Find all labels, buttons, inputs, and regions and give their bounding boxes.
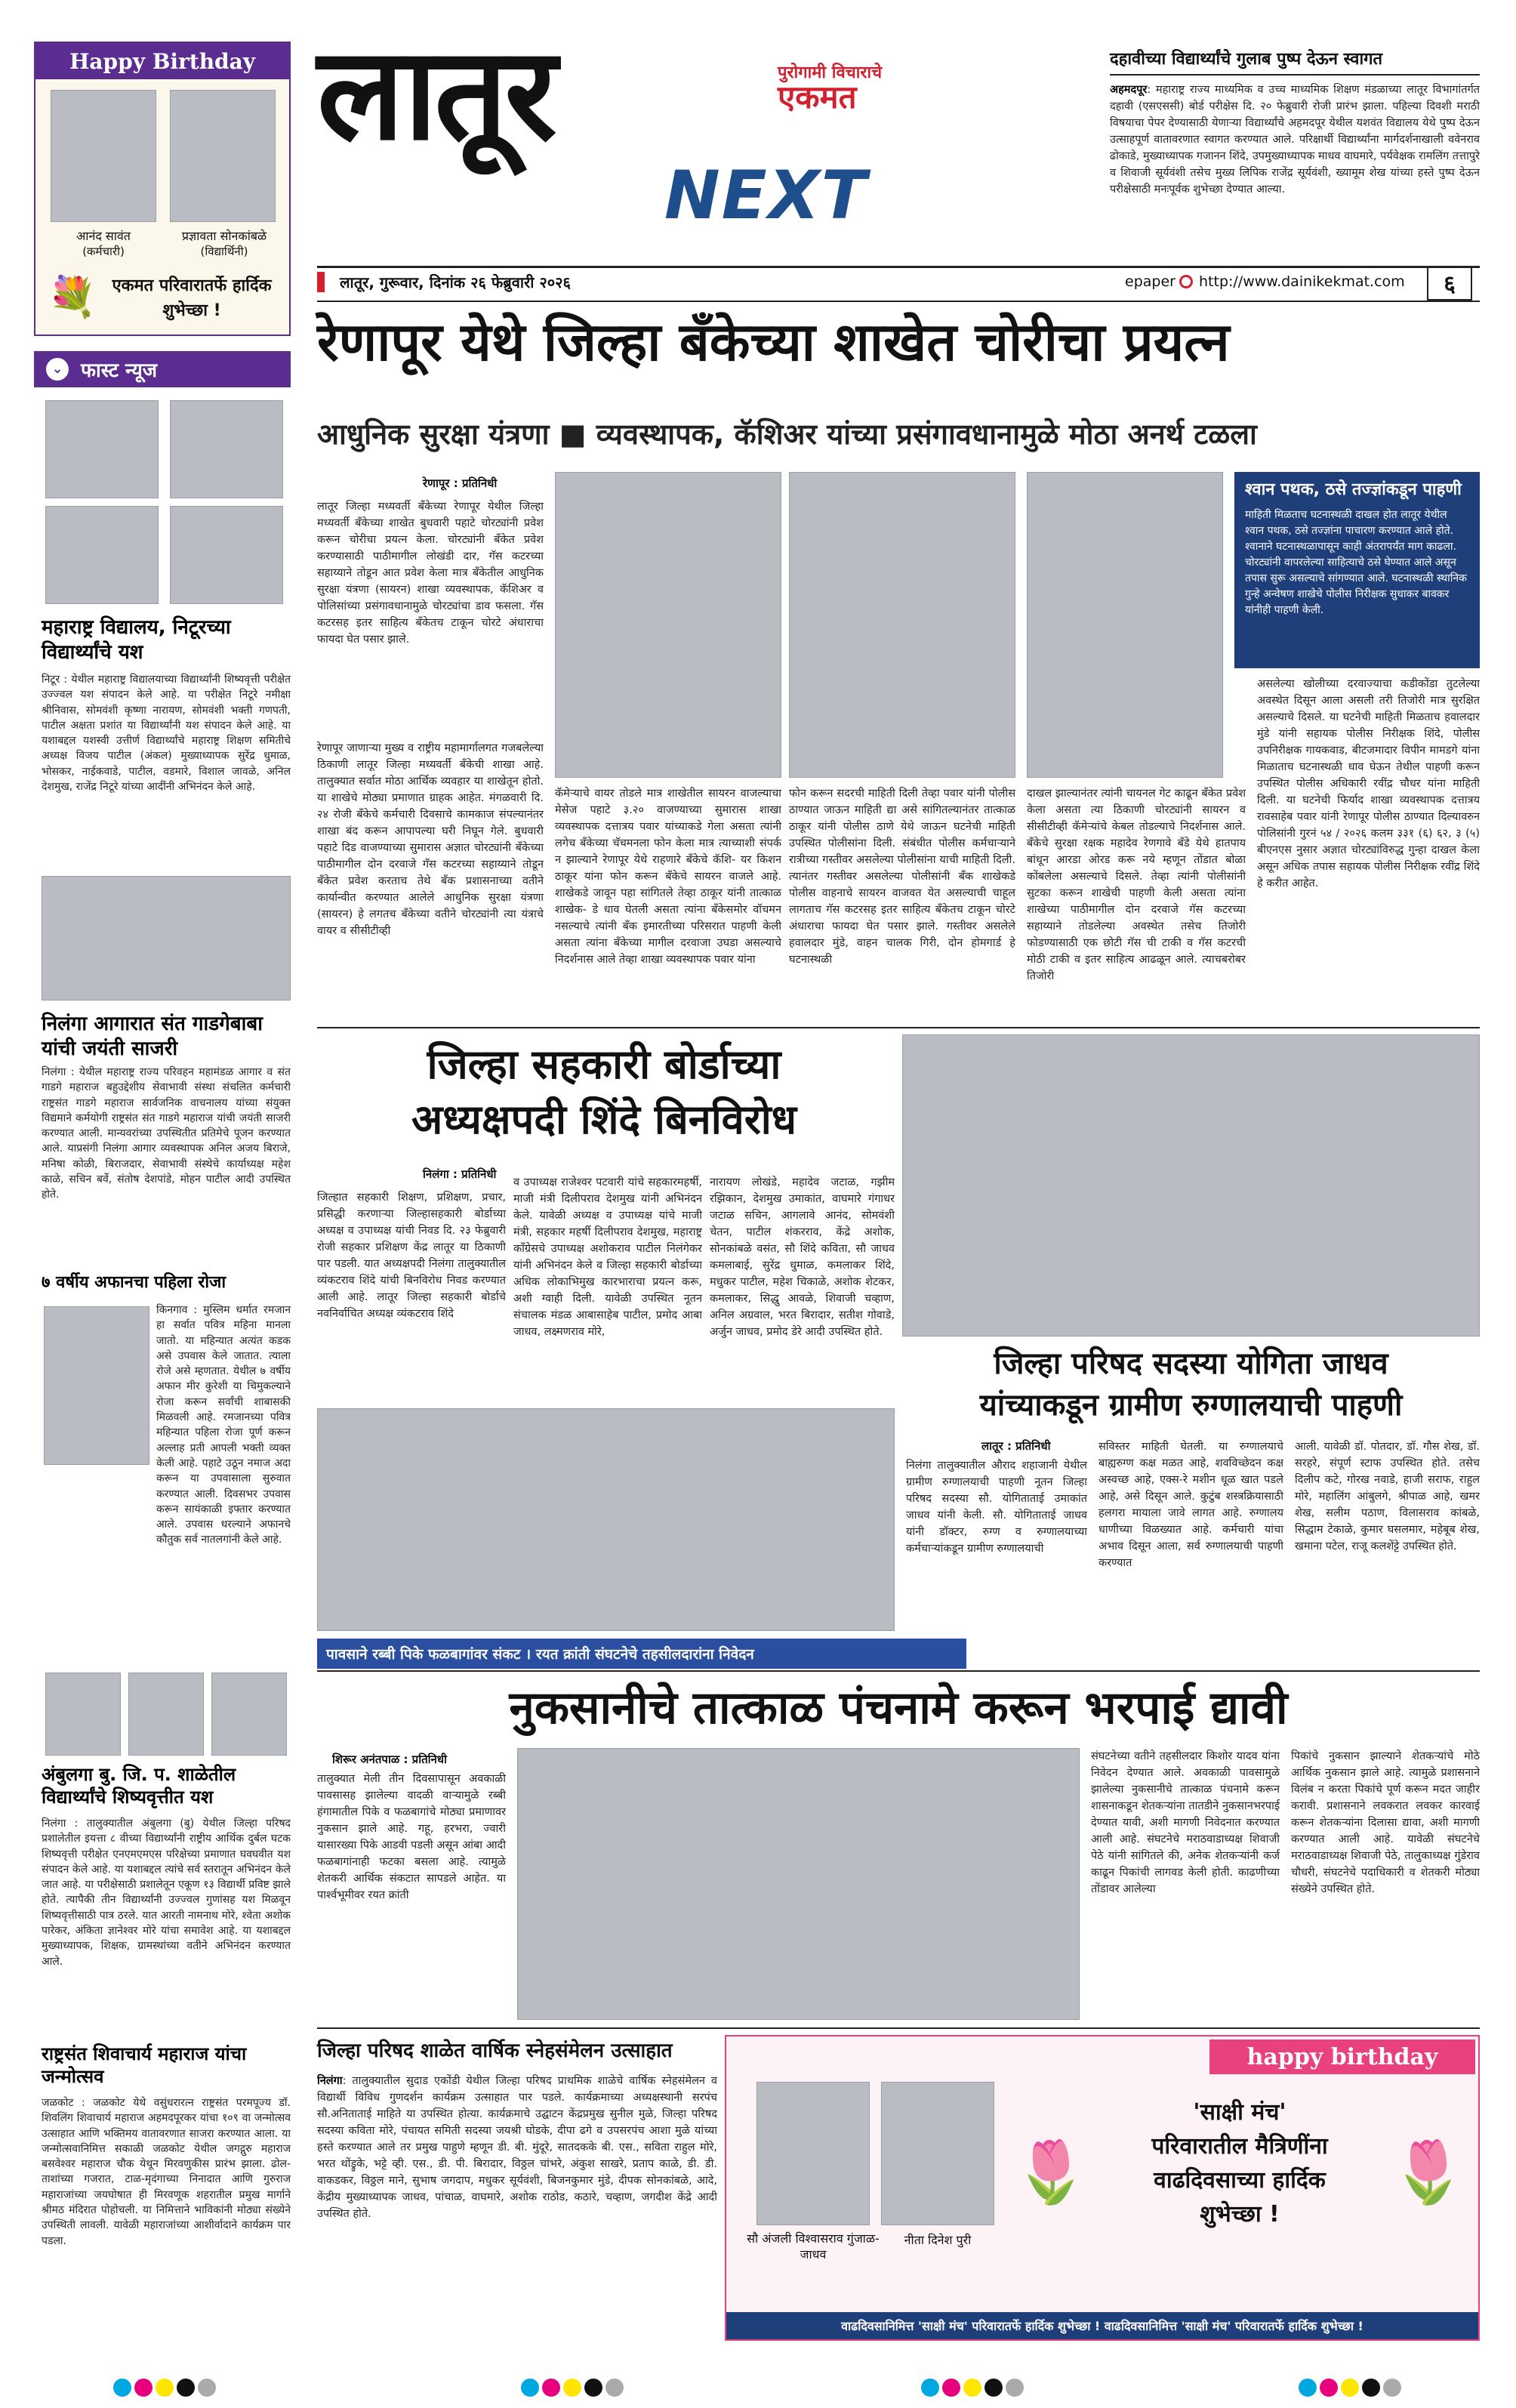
registration-dot — [542, 2379, 560, 2397]
registration-dot — [1362, 2379, 1380, 2397]
left-story-3-body: किनगाव : मुस्लिम धर्मात रमजान हा सर्वात पवित्र महिना मानला जातो. या महिन्यात अत्यंत कडक असे उपवास केले जातात. त्याला रोजे असे म्हणतात. येथील ७ वर्षीय अफान मीर कुरेशी या चिमुकल्याने रोजा करून सर्वांची शाबासकी मिळवली आहे. रमजानच्या पवित्र महिन्यात पहिला रोजा पूर्ण करून अल्लाह प्रती आपली भक्ती व्यक्त केली आहे. पहाटे उठून नमाज अदा करून या उपवासाला सुरुवात करण्यात आली. दिवसभर उपवास करून सायंकाळी इफ्तार करण्यात आले. उपवास धरल्याने अफानचे कौतुक सर्व नातलगांनी केले आहे. — [156, 1304, 291, 1546]
zp-headline-2: यांच्याकडून ग्रामीण रुग्णालयाची पाहणी — [979, 1388, 1403, 1423]
registration-dot — [984, 2379, 1003, 2397]
student-photo-1 — [45, 400, 159, 498]
website-link[interactable]: http://www.dainikekmat.com — [1199, 273, 1405, 290]
chevron-circle-icon: ⌄ — [46, 358, 69, 381]
happy-bday-msg-1: 'साक्षी मंच' — [1193, 2099, 1286, 2126]
lead-headline: रेणापूर येथे जिल्हा बँकेच्या शाखेत चोरीचा प्रयत्न — [317, 311, 1230, 373]
lead-sidebar-body: माहिती मिळताच घटनास्थळी दाखल होत लातूर येथील श्वान पथक, ठसे तज्ज्ञांना पाचारण करण्यात आले होते. श्वानाने घटनास्थळापासून काही अंतरापर्यंत माग काढला. चोरट्यांनी वापरलेल्या साहित्याचे ठसे घेण्यात आले असून तपास सुरू असल्याचे सांगण्यात आले. घटनास्थळी स्थानिक गुन्हे अन्वेषण शाखेचे पोलीस निरीक्षक सुधाकर बावकर यांनीही पाहणी केली. — [1245, 508, 1467, 616]
dateline-rule — [317, 301, 1480, 302]
lead-body-5: दाखल झाल्यानंतर त्यांनी चायनल गेट काढून बँकेत प्रवेश केला असता त्या ठिकाणी चोरट्यांनी सायरन व सीसीटीव्ही कॅमेऱ्यांचे केबल तोडल्याचे निदर्शनास आले. बँकेचे सुरक्षा रक्षक महादेव रेणगावे बँडे येथे हातपाय बांधून आरडा ओरड करू नये म्हणून तोंडात बोळा कोंबलेला असल्याचे दिसले. तेव्हा त्यांनी पोलीसांनी सुटका करून शाखेची पाहणी केली असता त्यांना शाखेच्या पाठीमागील दोन दरवाजे गॅस कटरच्या सहाय्याने तोडलेल्या अवस्थेत तसेच तिजोरी फोडण्यासाठी एक छोटी गॅस ची टाकी व गॅस कटरची मोठी टाकी व इतर साहित्य आढळून आले. त्याचबरोबर तिजोरी — [1027, 788, 1246, 983]
registration-dot — [113, 2379, 131, 2397]
registration-dot — [1383, 2379, 1401, 2397]
left-story-2-title: निलंगा आगारात संत गाडगेबाबा यांची जयंती साजरी — [42, 1013, 263, 1060]
lead-sidebar-box — [1234, 472, 1480, 668]
registration-dot — [1006, 2379, 1024, 2397]
birthday-wish: एकमत परिवारातर्फे हार्दिक शुभेच्छा ! — [112, 276, 272, 320]
board-body-1: जिल्हात सहकारी शिक्षण, प्रशिक्षण, प्रचार, प्रसिद्धी करणाऱ्या जिल्हासहकारी बोर्डाच्या अध्यक्ष व उपाध्यक्ष यांची निवड दि. २३ फेब्रुवारी रोजी सहकार प्रशिक्षण केंद्र लातूर या ठिकाणी पार पडली. यात अध्यक्षपदी निलंगा तालुक्यातील व्यंकटराव शिंदे यांची बिनविरोध निवड करण्यात आली आहे. लातूर जिल्हा सहकारी बोर्डाचे नवनिर्वाचित अध्यक्ष व्यंकटराव शिंदे — [317, 1192, 506, 1321]
board-body-3: नारायण लोखंडे, महादेव जटाळ, गझीम रझिकान, देशमुख उमाकांत, वाघमारे गंगाधर जटाळ सचिन, आगलावे आनंद, सोमवंशी चेतन, पाटील शंकरराव, केंद्रे अशोक, सोनकांबळे वसंत, सौ शिंदे कविता, सौ जाधव कमलाबाई, सुरेंद्र धुमाळ, कमलाकर शिंदे, मधुकर पाटील, महेश चिकाळे, अशोक शेटकर, कमलाकर, सिद्धु आवळे, शिवाजी चव्हाण, अनिल अग्रवाल, भरत बिरादार, सतीश गोवाडे, अर्जुन जाधव, प्रमोद डेरे आदी उपस्थित होते. — [710, 1176, 895, 1339]
masthead-paper: एकमत — [778, 79, 857, 116]
birthday-name-2: प्रज्ञावता सोनकांबळे — [181, 229, 267, 243]
masthead-tagline: पुरोगामी विचाराचे — [778, 63, 883, 82]
left-story-3-title: ७ वर्षीय अफानचा पहिला रोजा — [42, 1273, 226, 1292]
registration-dot — [134, 2379, 153, 2397]
zp-body-3: आली. यावेळी डॉ. पोतदार, डॉ. गौस शेख, डॉ. सरहरे, संपूर्ण स्टाफ उपस्थित होते. तसेच दिलीप कटे, गोरख नवाडे, हाजी सराफ, राहुल मोरे, महालिंग आंबुलगे, श्रीपाळ आहे, खमर शेख, सलीम पठाण, विलासराव कांबळे, सिद्धाम टेकाळे, कुमार घसलमार, महेबूब शेख, खमाना पटेल, राजू कलशेंट्टे उपस्थित होते. — [1295, 1441, 1480, 1553]
left-story-4-body: निलंगा : तालुक्यातील अंबुलगा (बु) येथील जिल्हा परिषद प्रशालेतील इयत्ता ८ वीच्या विद्यार्थ्यांनी राष्ट्रीय आर्थिक दुर्बल घटक शिष्यवृत्ती परीक्षेत एनएमएमएस परिक्षेच्या प्रमाणात घवघवीत यश संपादन केले आहे. या यशाबद्दल त्यांचे सर्व स्तरातून अभिनंदन केले जात आहे. या परीक्षेसाठी प्रशालेतून एकूण १३ विद्यार्थी प्रविष्ट झाले होते. त्यापैकी तीन विद्यार्थ्यांनी उज्ज्वल गुणांसह यश मिळवून शिष्यवृत्तीसाठी पात्र ठरले. यात आरती नामनाथ मोरे, श्वेता अशोक पारेकर, अंकिता ज्ञानेश्वर मोरे यांचा समावेश आहे. या यशाबद्दल मुख्याध्यापक, शिक्षक, ग्रामस्थांच्या वतीने अभिनंदन करण्यात आले. — [42, 1818, 291, 1968]
school-student-photo-3 — [211, 1673, 287, 1756]
happy-birthday-heading: happy birthday — [1209, 2040, 1475, 2074]
board-byline: निलंगा : प्रतिनिधी — [423, 1167, 497, 1181]
board-headline-2: अध्यक्षपदी शिंदे बिनविरोध — [411, 1096, 797, 1143]
lead-byline: रेणापूर : प्रतिनिधी — [423, 476, 498, 490]
school-body — [317, 2073, 717, 2341]
board-body-2: व उपाध्यक्ष राजेश्वर पटवारी यांचे सहकारमहर्षी, माजी मंत्री दिलीपराव देशमुख यांनी अभिनंदन केले. यावेळी अध्यक्ष व उपाध्यक्ष यांचे माजी मंत्री, सहकार महर्षी दिलीपराव देशमुख, महाराष्ट्र काँग्रेसचे उपाध्यक्ष अशोकराव पाटील निलंगेकर यांनी अभिनंदन केले व जिल्हा सहकारी बोर्डाच्या अधिक लोकाभिमुख कारभाराचा प्रयत्न करू, अशी ग्वाही दिली. यावेळी उपस्थित नूतन संचालक मंडळ आबासाहेब पाटील, प्रमोद आबा जाधव, लक्ष्मणराव मोरे, — [513, 1176, 702, 1339]
crop-headline: नुकसानीचे तात्काळ पंचनामे करून भरपाई द्यावी — [509, 1682, 1288, 1734]
masthead-rule — [317, 266, 1480, 268]
crop-byline: शिरूर अनंतपाळ : प्रतिनिधी — [332, 1753, 447, 1766]
photo-pradnyavata — [170, 90, 276, 222]
left-story-1-body: निटूर : येथील महाराष्ट्र विद्यालयाच्या विद्यार्थ्यांनी शिष्यवृत्ती परीक्षेत उज्ज्वल यश संपादन केले आहे. या परीक्षेत निटूरे नमीक्षा श्रीनिवास, सोमवंशी कृष्णा नारायण, सोमवंशी भक्ती गणपती, पाटील अक्षता प्रशांत या विद्यार्थ्यांनी यश संपादन केले आहे. या यशाबद्दल यशस्वी उत्तीर्ण विद्यार्थ्यांचे महाराष्ट्र शिक्षण समितीचे अध्यक्ष विजय पाटील (अंकल) मुख्याध्यापक सुरेंद्र धुमाळ, भोसकर, नाईकवाडे, पाटील, वडमारे, विशाल जावळे, अनिल देशमुख, राजेंद्र निटूरे यांच्या आदींनी अभिनंदन केले आहे. — [42, 674, 291, 794]
top-story-body — [1110, 82, 1480, 259]
registration-dot — [963, 2379, 981, 2397]
section-rule-1 — [317, 1027, 1480, 1028]
top-story-place: अहमदपूर — [1110, 84, 1148, 96]
zp-headline-1: जिल्हा परिषद सदस्या योगिता जाधव — [994, 1346, 1388, 1381]
zp-body-2: सविस्तर माहिती घेतली. या रुग्णालयाचे बाह्यरुग्ण कक्ष मळत आहे, शवविच्छेदन कक्ष अस्वच्छ आहे, एक्स-रे मशीन धूळ खात पडले आहे, असे दिसून आले. कुटुंब शस्त्रक्रियासाठी हलगरा मायाला जावे लागत आहे. रुग्णालय धाणीच्या विळख्यात आहे. कर्मचारी यांचा अभाव दिसून आला, सर्व रुग्णालयाची पाहणी करण्यात — [1098, 1441, 1283, 1570]
lead-body-2: रेणापूर जाणाऱ्या मुख्य व राष्ट्रीय महामार्गालगत गजबलेल्या ठिकाणी लातूर जिल्हा मध्यवर्ती बँकेची शाखा आहे. तालुक्यात सर्वात मोठा आर्थिक व्यवहार या शाखेतून होतो. या शाखेचे मोठ्या प्रमाणात ग्राहक आहेत. मंगळवारी दि. २४ रोजी बँकेचे कर्मचारी दिवसाचे कामकाज संपल्यानंतर शाखा बंद करून आपापल्या घरी निघून गेले. बुधवारी पहाटे दिड वाजण्याच्या सुमारास अज्ञात चोरट्यांनी बँकेच्या पाठीमागील दोन दरवाजे गॅस कटरच्या सहाय्याने तोडून बँकेत प्रवेश करताच तेथे बँक प्रशासनाच्या वतीने कार्यान्वीत करण्यात आलेले आधुनिक सुरक्षा यंत्रणा (सायरन) हे लगतच बँकेच्या वतीने चोरट्यांनी त्या यंत्राचे वायर व सीसीटीव्ही — [317, 742, 544, 938]
happy-bday-name-1: सौ अंजली विश्वासराव गुंजाळ-जाधव — [747, 2231, 880, 2262]
registration-dot — [1341, 2379, 1359, 2397]
fast-news-label: फास्ट न्यूज — [81, 359, 158, 382]
registration-dot — [156, 2379, 174, 2397]
school-place: निलंगा — [317, 2075, 343, 2087]
registration-dot — [584, 2379, 602, 2397]
lead-body-3: कॅमेऱ्याचे वायर तोडले मात्र शाखेतील सायरन वाजल्याचा मेसेज पहाटे ३.२० वाजण्याच्या सुमारास शाखा व्यवस्थापक दत्तात्रय पवार यांच्याकडे गेला असता त्यांनी लगेच बँकेच्या चॅचमनला फोन केला मात्र त्याच्याशी संपर्क न झाल्याने रेणापूर येथे राहणारे बँकेचे कॅशि- यर किशन ठाकूर यांना फोन करून बँकेचे सायरन वाजले आहे. शाखेकडे जावून पहा सांगितले तेव्हा ठाकूर यांनी तात्काळ शाखेक- डे धाव घेतली असता त्यांना बँकेसमोर वॉचमन नसल्याचे त्यांनी बँक इमारतीच्या परिसरात पाहणी केली असता त्यांना बँकेच्या मागील दरवाजा उघडा असल्याचे निदर्शनास आले तेव्हा शाखा व्यवस्थापक पवार यांना — [555, 788, 781, 967]
tulip-flower-icon-left: 🌷 — [1013, 2137, 1089, 2207]
masthead-title: लातूर — [317, 20, 554, 169]
crop-body-2: संघटनेच्या वतीने तहसीलदार किशोर यादव यांना निवेदन देण्यात आले. अवकाळी पावसामुळे झालेल्या नुकसानीचे तात्काळ पंचनामे करून शासनाकडून शेतकऱ्यांना तातडीने नुकसानभरपाई देण्यात यावी, अशी मागणी निवेदनात करण्यात आली आहे. संघटनेचे मराठवाडाध्यक्ष शिवाजी पेठे यांनी सांगितले की, अनेक शेतकऱ्यांनी कर्ज काढून पिकांची लागवड केली होती. काढणीच्या तोंडावर आलेल्या — [1091, 1750, 1280, 1896]
left-story-5-title: राष्ट्रसंत शिवाचार्य महाराज यांचा जन्मोत्सव — [42, 2043, 247, 2087]
registration-dot — [1299, 2379, 1317, 2397]
student-photo-2 — [170, 400, 283, 498]
neeta-photo — [881, 2082, 994, 2225]
school-headline: जिल्हा परिषद शाळेत वार्षिक स्नेहसंमेलन उत्साहात — [317, 2040, 673, 2062]
bank-panel-photo-1 — [555, 472, 781, 778]
happy-bday-ticker: वाढदिवसानिमित्त 'साक्षी मंच' परिवारातर्फे हार्दिक शुभेच्छा ! वाढदिवसानिमित्त 'साक्षी मंच' परिवारातर्फे हार्दिक शुभेच्छा ! — [726, 2312, 1478, 2339]
lead-sidebar-title: श्वान पथक, ठसे तज्ज्ञांकडून पाहणी — [1245, 480, 1462, 499]
top-story-text: : महाराष्ट्र राज्य माध्यमिक व उच्च माध्यमिक शिक्षण मंडळाच्या लातूर विभागांतर्गत दहावी (एसएससी) बोर्ड परीक्षेस दि. २० फेब्रुवारी रोजी प्रारंभ झाला. पहिल्या दिवशी मराठी विषयाचा पेपर देण्यासाठी येणाऱ्या विद्यार्थ्यांचे अहमदपूर येथील यशवंत विद्यालय येथे पुष्प देऊन उत्साहपूर्ण वातावरणात स्वागत करण्यात आले. परिक्षार्थी विद्यार्थ्यांना मार्गदर्शनाखाली ववेनराव ढोकाडे, मुख्याध्यापक गजानन शिंदे, उपमुख्याध्यापक माधव वाघमारे, पर्यवेक्षक रामलिंग तत्तापुरे व शिवाजी सूर्यवंशी तसेच मुख्य लिपिक राजेंद्र सूर्यवंशी, ख्यामूम शेख यांच्या हस्ते पुष्प देऊन परीक्षेसाठी मनःपूर्वक शुभेच्छा देण्यात आल्या. — [1110, 84, 1480, 196]
birthday-role-1: (कर्मचारी) — [82, 245, 125, 258]
registration-dot — [521, 2379, 539, 2397]
lead-body-4: फोन करून सदरची माहिती दिली तेव्हा पवार यांनी पोलीस ठाण्यात जाऊन माहिती द्या असे सांगितल्यानंतर तात्काळ ठाकूर यांनी पोलीस ठाणे येथे जाऊन घटनेची माहिती उपस्थित पोलीसांना दिली. संबंधीत पोलीस कर्मचाऱ्याने रात्रीच्या गस्तीवर असलेल्या पोलीसांना याची माहिती दिली. त्यानंतर गस्तीवर असलेल्या पोलीसांनी बँक शाखेकडे पोलीस वाहनाचे सायरन वाजवत येत असल्याची चाहूल लागताच गॅस कटरसह इतर साहित्य बँकेतच टाकून चोरटे अंधाराचा फायदा घेत पसार झाले. गस्तीवर असलेले हवालदार मुंडे, वाहन चालक गिरी, दोन होमगार्ड हे घटनास्थळी — [789, 788, 1015, 967]
happy-bday-msg-4: शुभेच्छा ! — [1200, 2201, 1280, 2228]
crop-memorandum-photo — [517, 1748, 1080, 2020]
left-story-4-title: अंबुलगा बु. जि. प. शाळेतील विद्यार्थ्यांचे शिष्यवृत्तीत यश — [42, 1764, 236, 1808]
crop-rule — [317, 1670, 1480, 1672]
top-story-title: दहावीच्या विद्यार्थ्यांचे गुलाब पुष्प देऊन स्वागत — [1110, 47, 1480, 76]
left-story-1-title: महाराष्ट्र विद्यालय, निटूरच्या विद्यार्थ्यांचे यश — [42, 616, 231, 664]
zp-visit-photo — [902, 1034, 1480, 1337]
epaper-label: epaper — [1125, 273, 1176, 290]
registration-dot — [563, 2379, 581, 2397]
birthday-heading: Happy Birthday — [35, 43, 289, 79]
photo-anand-sawant — [51, 90, 156, 222]
zp-byline: लातूर : प्रतिनिधी — [981, 1439, 1051, 1453]
student-photo-4 — [170, 506, 283, 604]
crop-kicker: पावसाने रब्बी पिके फळबागांवर संकट । रयत क्रांती संघटनेचे तहसीलदारांना निवेदन — [317, 1639, 966, 1669]
page-number: ६ — [1427, 266, 1472, 301]
student-photo-3 — [45, 506, 159, 604]
lead-subhead: आधुनिक सुरक्षा यंत्रणा ■ व्यवस्थापक, कॅशिअर यांच्या प्रसंगावधानामुळे मोठा अनर्थ टळला — [317, 418, 1257, 451]
left-story-2-body: निलंगा : येथील महाराष्ट्र राज्य परिवहन महामंडळ आगार व संत गाडगे महाराज बहुउद्देशीय सेवाभावी संस्था संचलित कर्मचारी राष्ट्रसंत गाडगे महाराज सार्वजनिक वाचनालय यांच्या संयुक्त विद्यमाने कर्मयोगी राष्ट्रसंत संत गाडगे महाराज यांची जयंती साजरी करण्यात आली. मान्यवरांच्या उपस्थितीत प्रतिमेचे पूजन करण्यात आले. याप्रसंगी निलंगा आगार व्यवस्थापक अनिल अजय बिराजे, मनिषा कोळी, बिराजदार, सेवाभावी संस्थेचे कार्याध्यक्ष महेश काळे, सचिन बर्वे, संतोष देशपांडे, मोहन पाटील आदी उपस्थित होते. — [42, 1066, 291, 1201]
anjali-photo — [756, 2082, 870, 2225]
happy-bday-msg-2: परिवारातील मैत्रिणींना — [1151, 2133, 1328, 2160]
happy-birthday-ad — [725, 2035, 1480, 2341]
crop-body-3: पिकांचे नुकसान झाल्याने शेतकऱ्यांचे मोठे आर्थिक नुकसान झाले आहे. त्यामुळे प्रशासनाने विलंब न करता पिकांचे पूर्ण करून मदत जाहीर करावी. प्रशासनाने लवकरात लवकर कारवाई करून शेतकऱ्यांना दिलासा द्यावा, अशी मागणी करण्यात आली आहे. यावेळी संघटनेचे मराठवाडाध्यक्ष शिवाजी पेठे, तालुकाध्यक्ष गुंडेराव चौधरी, संघटनेचे पदाधिकारी व शेतकरी मोठ्या संख्येने उपस्थित होते. — [1291, 1750, 1480, 1896]
left-story-5-body: जळकोट : जळकोट येथे वसुंधरारत्न राष्ट्रसंत परमपूज्य डॉ. शिवलिंग शिवाचार्य महाराज अहमदपूरकर यांचा १०९ वा जन्मोत्सव उत्साहात आणि भक्तिमय वातावरणात साजरा करण्यात आला. या जन्मोत्सवानिमित्त सकाळी जळकोट येथील जगद्गुरु महाराज बसवेश्वर महाराज चौक येथून मिरवणुकीस प्रारंभ झाला. ढोल-ताशांच्या गजरात, टाळ-मृदंगाच्या निनादात आणि गुरुराज महाराजांच्या जयघोषात ही मिरवणूक शहरातील प्रमुख मार्गाने श्रीमठ मंदिरात पोहोचली. या निमित्ताने भाविकांनी मोठ्या संख्येने उपस्थिती लावली. यावेळी महाराजांच्या आशीर्वादाने कार्यक्रम पार पडला. — [42, 2097, 291, 2247]
registration-dot — [605, 2379, 624, 2397]
lead-body-6: असलेल्या खोलीच्या दरवाज्याचा कडीकोंडा तुटलेल्या अवस्थेत दिसून आला असली तरी तिजोरी मात्र सुरक्षित असल्याचे दिसले. या घटनेची माहिती मिळताच हवालदार मुंडे यांनी सहायक पोलीस निरीक्षक शिंदे, पोलीस उपनिरीक्षक गायकवाड, बीटजमादार विपीन मामडगे यांना मिळाताच घटनास्थळी धाव घेऊन तेथील पाहणी करून उपस्थित पोलीस अधिकारी रवींद्र चौधर यांना माहिती दिली. या घटनेची फिर्याद शाखा व्यवस्थापक दत्तात्रय रावसाहेब पवार यांनी रेणापूर पोलीस ठाण्यात दिल्यावरुन पोलिसांनी गुरनं ५४ / २०२६ कलम ३३१ (६) ६२, ३ (५) बीएनएस नुसार अज्ञात चोरट्यांविरुद्ध गुन्हा दाखल केला असून अधिक तपास सहायक पोलीस निरीक्षक रवींद्र शिंदे हे करीत आहेत. — [1257, 678, 1480, 890]
registration-dot — [942, 2379, 960, 2397]
happy-bday-msg-3: वाढदिवसाच्या हार्दिक — [1154, 2167, 1326, 2194]
birthday-name-1: आनंद सावंत — [76, 229, 131, 243]
section-rule-3 — [317, 2027, 1480, 2029]
school-student-photo-1 — [45, 1673, 121, 1756]
board-headline-1: जिल्हा सहकारी बोर्डाच्या — [427, 1041, 781, 1088]
flower-bouquet-icon: 💐 — [48, 275, 97, 320]
registration-dot — [921, 2379, 939, 2397]
school-text: : तालुक्यातील सुदाड एकोंडी येथील जिल्हा परिषद प्राथमिक शाळेचे वार्षिक स्नेहसंमेलन व विद्यार्थी विविध गुणदर्शन कार्यक्रम उत्साहात पार पडले. कार्यक्रमाच्या अध्यक्षस्थानी सरपंच सौ.अनिताताई माहिते या उपस्थित होत्या. कार्यक्रमाचे उद्घाटन केंद्रप्रमुख सुनील मुळे, जिल्हा परिषद सदस्या कविता मोरे, पंचायत समिती सदस्या जयश्री घोडके, दीपा ढगे व उपसरपंच आशा मुळे यांच्या हस्ते करण्यात आले तर प्रमुख पाहुणे म्हणून डी. बी. मुंदूरे, सातदकके बी. एस., सविता राहुल मोरे, भरत थोंड्रुके, भट्टे व्ही. एस., डी. पी. बिरादार, विठ्ठल चांभरे, अंकुश साखरे, प्रताप काळे, डी. डी. वाकडकर, विठ्ठल माने, सुभाष जगदाप, मधुकर सूर्यवंशी, बिजनकुमार मुंडे, दीपक सोनकांबळे, आदे, केंद्रीय मुख्याध्यापक जाधव, पांचाळ, वाघमारे, अशोक राठोड, कठारे, चव्हाण, जगदीश केंद्रे आदी उपस्थित होते. — [317, 2075, 717, 2221]
fast-news-banner — [34, 351, 291, 387]
registration-dot — [1320, 2379, 1338, 2397]
board-felicitation-photo — [317, 1408, 895, 1631]
bank-panel-photo-2 — [789, 472, 1015, 778]
lead-body-1: लातूर जिल्हा मध्यवर्ती बँकेच्या रेणापूर येथील जिल्हा मध्यवर्ती बँकेच्या शाखेत बुधवारी पहाटे चोरट्यांनी प्रवेश करून चोरीचा प्रयत्न केला. चोरट्यांनी बँकेत प्रवेश करण्यासाठी पाठीमागील लोखंडी दार, गॅस कटरच्या सहाय्याने तोडून आत प्रवेश केला मात्र बँकेतील आधुनिक सुरक्षा यंत्रणा (सायरन) शाखा व्यवस्थापक, कॅशिअर व पोलिसांच्या प्रसंगावधानामुळे चोरट्यांचा डाव फसला. गॅस कटरसह इतर साहित्य बँकेतच टाकून चोरटे अंधाराचा फायदा घेत पसार झाले. — [317, 501, 544, 646]
globe-icon — [1179, 275, 1193, 288]
crop-body-1: तालुक्यात मेली तीन दिवसापासून अवकाळी पावसासह झालेल्या वादळी वाऱ्यामुळे रब्बी हंगामातील पिके व फळबागांचे मोठ्या प्रमाणावर नुकसान झाले आहे. गहू, हरभरा, ज्वारी यासारख्या पिके आडवी पडली असून आंबा आदी फळबागांनाही फटका बसला आहे. त्यामुळे शेतकरी आर्थिक संकटात सापडले आहेत. या पार्श्वभूमीवर रयत क्रांती — [317, 1773, 506, 1902]
school-student-photo-2 — [128, 1673, 204, 1756]
registration-dot — [177, 2379, 195, 2397]
tulip-flower-icon-right: 🌷 — [1391, 2137, 1466, 2207]
birthday-role-2: (विद्यार्थिनी) — [200, 245, 248, 258]
bank-gas-cylinder-photo — [1027, 472, 1223, 778]
zp-body-1: निलंगा तालुक्यातील औराद शहाजानी येथील ग्रामीण रुग्णालयाची पाहणी नूतन जिल्हा परिषद सदस्या सौ. योगिताताई उमाकांत जाधव यांनी केली. सौ. योगिताताई जाधव यांनी डॉक्टर, रुग्ण व रुग्णालयाच्या कर्मचाऱ्यांकडून ग्रामीण रुग्णालयाची — [906, 1460, 1087, 1555]
birthday-box — [34, 42, 291, 336]
jayanti-photo — [42, 876, 291, 1001]
next-logo: NEXT — [664, 156, 868, 234]
dateline: लातूर, गुरूवार, दिनांक २६ फेब्रुवारी २०२६ — [317, 272, 571, 292]
registration-dot — [198, 2379, 216, 2397]
happy-bday-name-2: नीता दिनेश पुरी — [904, 2233, 972, 2247]
